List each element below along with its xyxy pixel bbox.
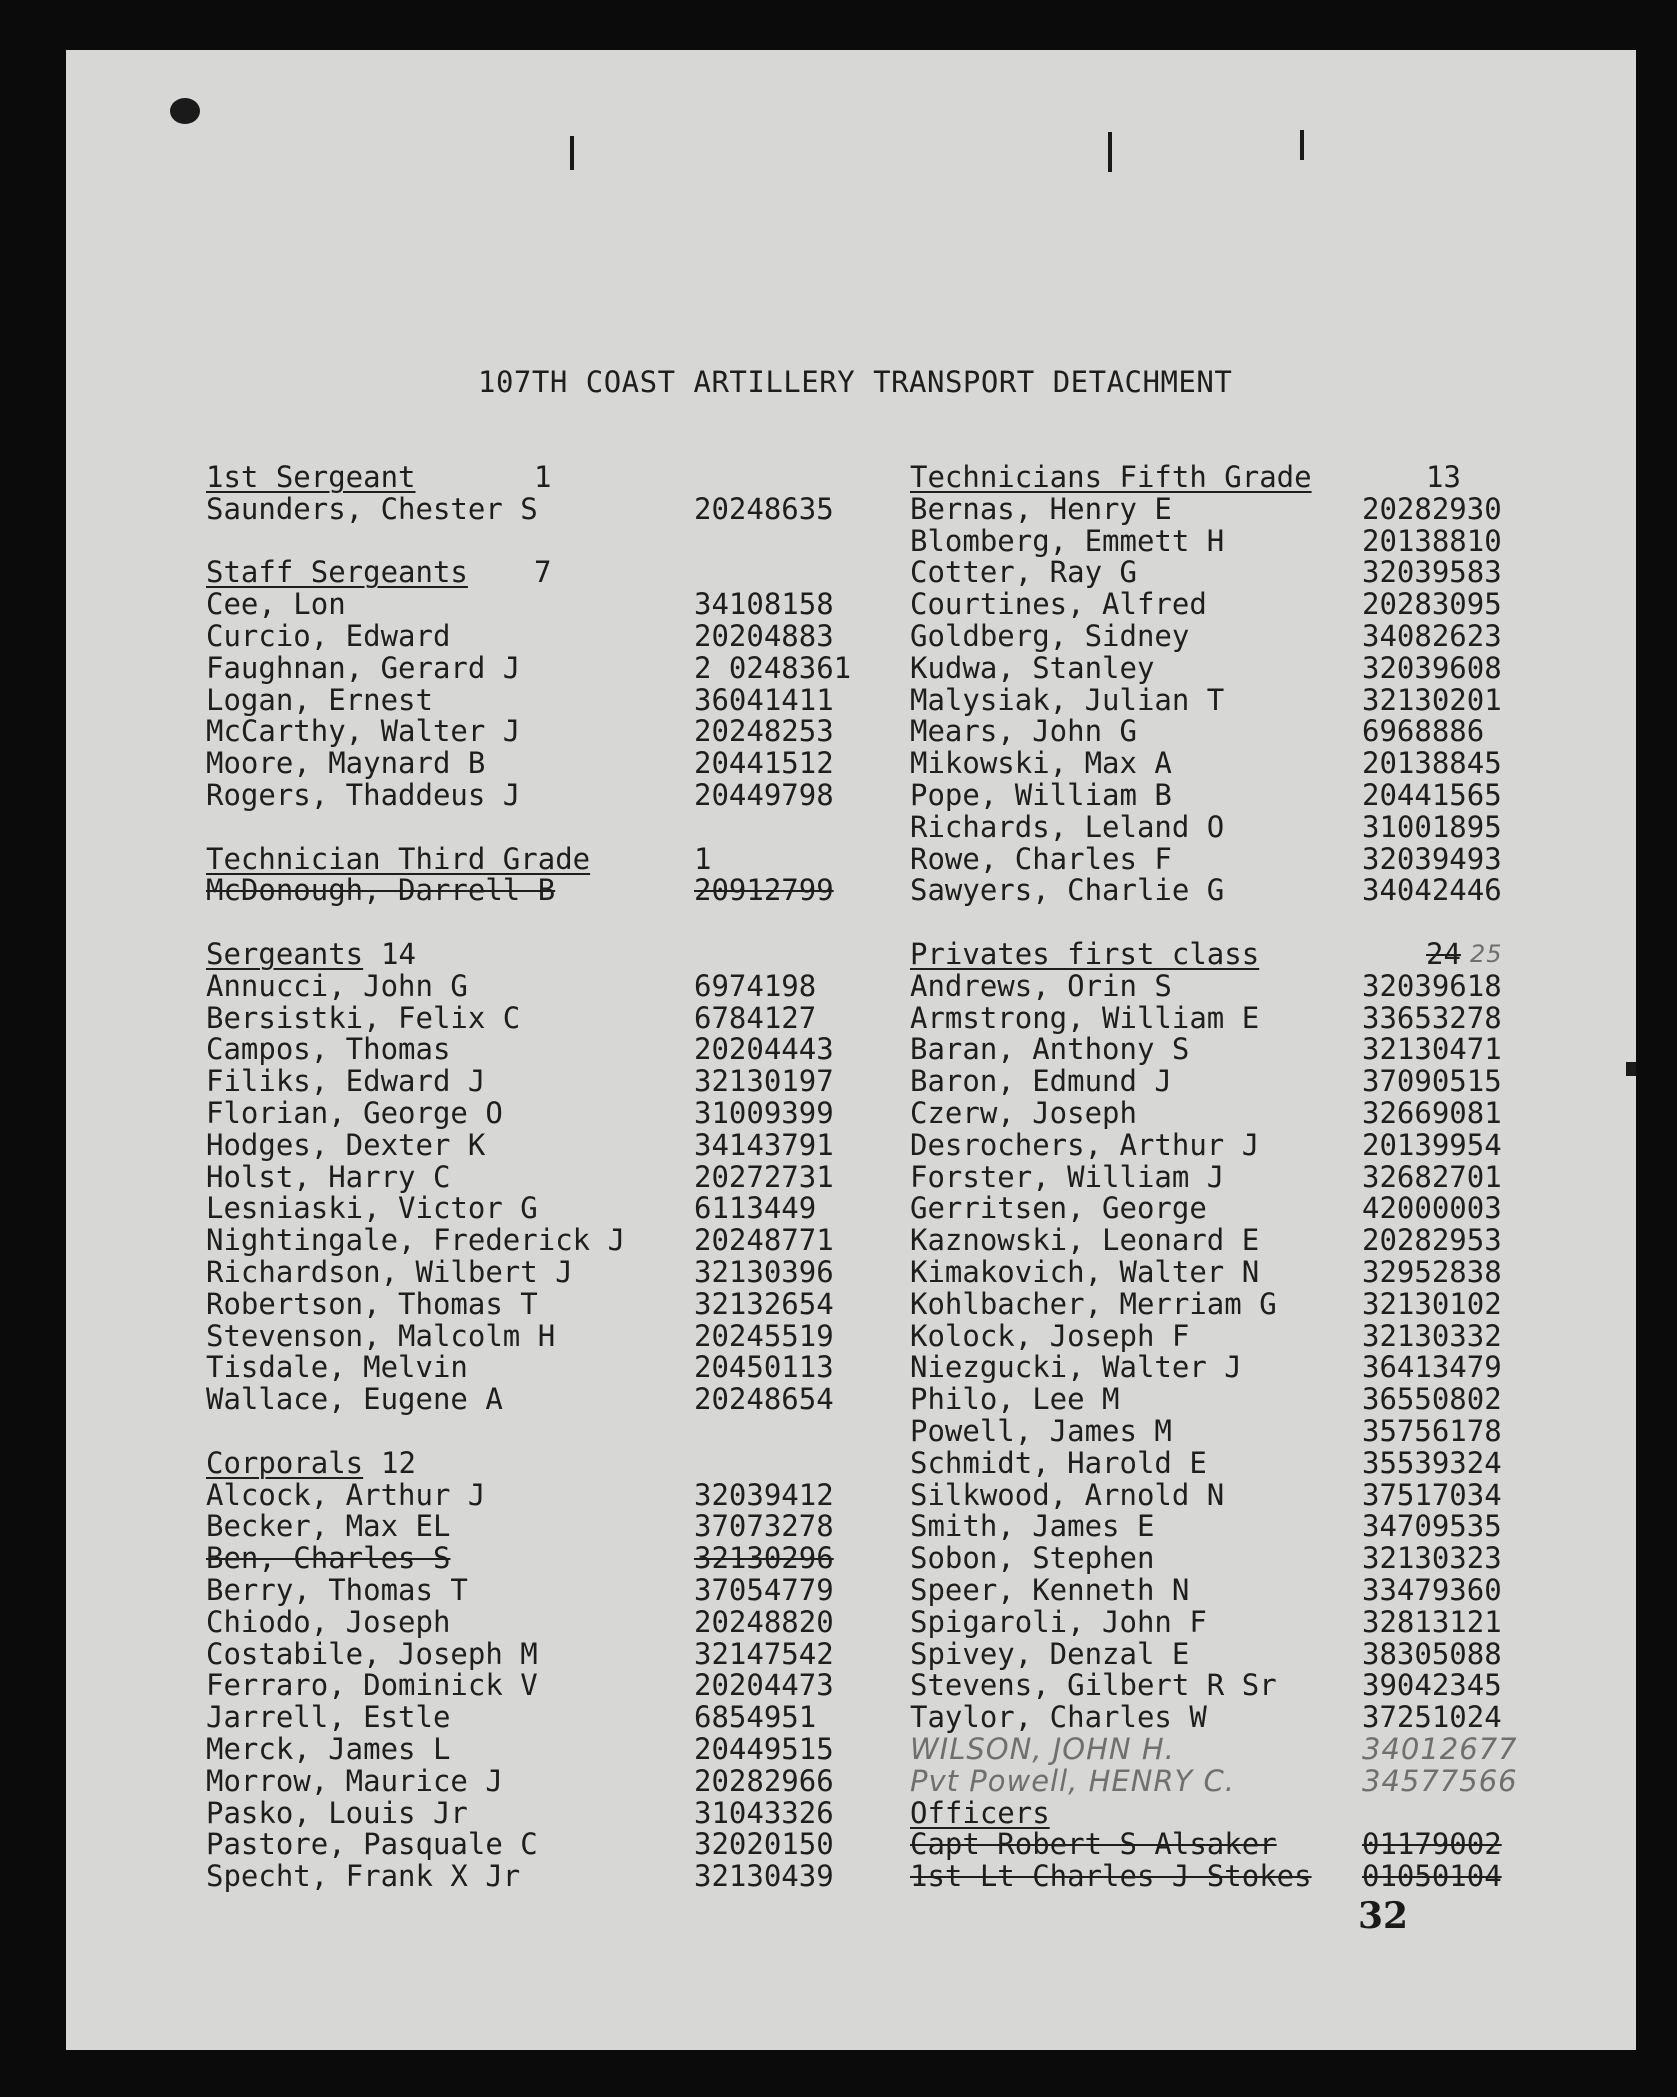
serial-number: 6974198 <box>694 968 817 1003</box>
section-count: 1 <box>694 841 712 876</box>
soldier-name: Nightingale, Frederick J <box>206 1223 626 1258</box>
serial-number: 20204443 <box>694 1032 834 1067</box>
serial-number: 34709535 <box>1362 1509 1502 1544</box>
serial-number: 32130332 <box>1362 1318 1502 1353</box>
soldier-name: Hodges, Dexter K <box>206 1127 486 1162</box>
serial-number: 20248635 <box>694 491 834 526</box>
serial-number: 39042345 <box>1362 1668 1502 1703</box>
serial-number: 20449798 <box>694 778 834 812</box>
soldier-name: Desrochers, Arthur J <box>910 1127 1260 1162</box>
soldier-name: Curcio, Edward <box>206 619 451 653</box>
serial-number: 31009399 <box>694 1096 834 1130</box>
soldier-name: Wallace, Eugene A <box>206 1382 503 1417</box>
serial-number: 32130296 <box>694 1541 834 1576</box>
soldier-name: Chiodo, Joseph <box>206 1604 451 1639</box>
section-count: 13 <box>1426 460 1461 494</box>
serial-number: 2 0248361 <box>694 650 852 685</box>
soldier-name: Kudwa, Stanley <box>910 650 1155 685</box>
serial-number: 33479360 <box>1362 1573 1502 1607</box>
document-title: 107TH COAST ARTILLERY TRANSPORT DETACHMENT <box>478 365 1233 399</box>
soldier-name: Silkwood, Arnold N <box>910 1477 1225 1512</box>
serial-number: 20138810 <box>1362 523 1502 558</box>
serial-number: 32039608 <box>1362 650 1502 685</box>
serial-number: 20441565 <box>1362 778 1502 812</box>
serial-number: 36413479 <box>1362 1350 1502 1385</box>
serial-number: 20248654 <box>694 1382 834 1417</box>
serial-number: 36041411 <box>694 682 834 717</box>
serial-number: 31001895 <box>1362 809 1502 844</box>
serial-number: 6854951 <box>694 1700 817 1735</box>
punch-mark <box>1300 130 1304 160</box>
punch-mark <box>570 136 574 170</box>
section-title: 1st Sergeant <box>206 460 416 494</box>
serial-number: 34082623 <box>1362 619 1502 653</box>
ink-blot <box>170 98 200 124</box>
soldier-name: Stevens, Gilbert R Sr <box>910 1668 1277 1703</box>
section-count: 7 <box>534 555 552 590</box>
soldier-name: Niezgucki, Walter J <box>910 1350 1242 1385</box>
soldier-name: Alcock, Arthur J <box>206 1477 486 1512</box>
soldier-name: Blomberg, Emmett H <box>910 523 1225 558</box>
serial-number: 20139954 <box>1362 1127 1502 1162</box>
soldier-name: Ferraro, Dominick V <box>206 1668 538 1703</box>
serial-number: 20283095 <box>1362 587 1502 622</box>
serial-number: 6784127 <box>694 1000 817 1035</box>
soldier-name: Bersistki, Felix C <box>206 1000 521 1035</box>
serial-number: 34577566 <box>1362 1763 1518 1798</box>
soldier-name: Capt Robert S Alsaker <box>910 1827 1277 1862</box>
soldier-name: Kolock, Joseph F <box>910 1318 1190 1353</box>
soldier-name: Kaznowski, Leonard E <box>910 1223 1260 1258</box>
soldier-name: Morrow, Maurice J <box>206 1763 503 1798</box>
serial-number: 20248771 <box>694 1223 834 1258</box>
section-title: Technicians Fifth Grade <box>910 460 1312 494</box>
serial-number: 32813121 <box>1362 1604 1502 1639</box>
serial-number: 32130197 <box>694 1064 834 1099</box>
soldier-name: Cee, Lon <box>206 587 346 622</box>
soldier-name: Annucci, John G <box>206 968 468 1003</box>
serial-number: 32952838 <box>1362 1255 1502 1289</box>
serial-number: 20138845 <box>1362 746 1502 781</box>
soldier-name: Malysiak, Julian T <box>910 682 1225 717</box>
soldier-name: Kohlbacher, Merriam G <box>910 1286 1277 1321</box>
page-notch <box>1626 1062 1636 1076</box>
soldier-name: Tisdale, Melvin <box>206 1350 468 1385</box>
soldier-name: Speer, Kenneth N <box>910 1573 1190 1607</box>
serial-number: 37090515 <box>1362 1064 1502 1099</box>
serial-number: 34042446 <box>1362 873 1502 908</box>
serial-number: 01050104 <box>1362 1859 1502 1894</box>
soldier-name: Bernas, Henry E <box>910 491 1172 526</box>
serial-number: 20282953 <box>1362 1223 1502 1258</box>
serial-number: 32130396 <box>694 1255 834 1289</box>
soldier-name: Taylor, Charles W <box>910 1700 1207 1735</box>
serial-number: 32020150 <box>694 1827 834 1862</box>
soldier-name: Pasko, Louis Jr <box>206 1795 468 1830</box>
serial-number: 32130323 <box>1362 1541 1502 1576</box>
serial-number: 20204473 <box>694 1668 834 1703</box>
serial-number: 6113449 <box>694 1191 817 1226</box>
soldier-name: Logan, Ernest <box>206 682 433 717</box>
punch-mark <box>1108 132 1112 172</box>
serial-number: 32132654 <box>694 1286 834 1321</box>
section-title: Sergeants <box>206 937 364 971</box>
soldier-name: Courtines, Alfred <box>910 587 1207 622</box>
serial-number: 32039583 <box>1362 555 1502 590</box>
soldier-name: Ben, Charles S <box>206 1541 451 1576</box>
serial-number: 01179002 <box>1362 1827 1502 1862</box>
soldier-name: 1st Lt Charles J Stokes <box>910 1859 1312 1894</box>
serial-number: 37517034 <box>1362 1477 1502 1512</box>
soldier-name: Pope, William B <box>910 778 1172 812</box>
serial-number: 34108158 <box>694 587 834 622</box>
soldier-name: Stevenson, Malcolm H <box>206 1318 556 1353</box>
serial-number: 20248820 <box>694 1604 834 1639</box>
serial-number: 6968886 <box>1362 714 1485 749</box>
soldier-name: Jarrell, Estle <box>206 1700 451 1735</box>
soldier-name: Rogers, Thaddeus J <box>206 778 521 812</box>
serial-number: 20450113 <box>694 1350 834 1385</box>
section-title: Privates first class <box>910 937 1260 971</box>
soldier-name: Richardson, Wilbert J <box>206 1255 573 1289</box>
soldier-name: Berry, Thomas T <box>206 1573 468 1607</box>
soldier-name: Pvt Powell, HENRY C. <box>910 1763 1235 1798</box>
soldier-name: Merck, James L <box>206 1732 451 1766</box>
section-title: Corporals <box>206 1445 364 1480</box>
soldier-name: Smith, James E <box>910 1509 1155 1544</box>
soldier-name: Saunders, Chester S <box>206 491 538 526</box>
section-count: 14 <box>381 937 416 971</box>
soldier-name: WILSON, JOHN H. <box>910 1732 1175 1766</box>
serial-number: 20245519 <box>694 1318 834 1353</box>
serial-number: 35539324 <box>1362 1445 1502 1480</box>
soldier-name: McDonough, Darrell B <box>206 873 556 908</box>
soldier-name: Mikowski, Max A <box>910 746 1172 781</box>
soldier-name: Richards, Leland O <box>910 809 1225 844</box>
soldier-name: Becker, Max EL <box>206 1509 451 1544</box>
serial-number: 34012677 <box>1362 1732 1518 1766</box>
soldier-name: Baron, Edmund J <box>910 1064 1172 1099</box>
soldier-name: Kimakovich, Walter N <box>910 1255 1260 1289</box>
serial-number: 20282966 <box>694 1763 834 1798</box>
soldier-name: Gerritsen, George <box>910 1191 1207 1226</box>
soldier-name: Sawyers, Charlie G <box>910 873 1225 908</box>
soldier-name: Costabile, Joseph M <box>206 1636 538 1671</box>
serial-number: 31043326 <box>694 1795 834 1830</box>
soldier-name: Campos, Thomas <box>206 1032 451 1067</box>
soldier-name: Spivey, Denzal E <box>910 1636 1190 1671</box>
serial-number: 37073278 <box>694 1509 834 1544</box>
soldier-name: Lesniaski, Victor G <box>206 1191 538 1226</box>
serial-number: 20204883 <box>694 619 834 653</box>
page-number: 32 <box>1358 1895 1409 1937</box>
handwritten-count: 25 <box>1470 940 1503 968</box>
serial-number: 42000003 <box>1362 1191 1502 1226</box>
section-title: Staff Sergeants <box>206 555 468 590</box>
soldier-name: Schmidt, Harold E <box>910 1445 1207 1480</box>
serial-number: 20282930 <box>1362 491 1502 526</box>
serial-number: 34143791 <box>694 1127 834 1162</box>
serial-number: 35756178 <box>1362 1414 1502 1448</box>
soldier-name: Pastore, Pasquale C <box>206 1827 538 1862</box>
section-title: Technician Third Grade <box>206 841 591 876</box>
serial-number: 36550802 <box>1362 1382 1502 1417</box>
serial-number: 20912799 <box>694 873 834 908</box>
soldier-name: Baran, Anthony S <box>910 1032 1190 1067</box>
soldier-name: Philo, Lee M <box>910 1382 1120 1417</box>
serial-number: 20248253 <box>694 714 834 749</box>
soldier-name: Czerw, Joseph <box>910 1096 1137 1130</box>
section-count: 12 <box>381 1445 416 1480</box>
soldier-name: Spigaroli, John F <box>910 1604 1207 1639</box>
soldier-name: Holst, Harry C <box>206 1159 451 1194</box>
section-count: 1 <box>534 460 552 494</box>
serial-number: 32039412 <box>694 1477 834 1512</box>
section-title: Officers <box>910 1795 1050 1830</box>
soldier-name: Florian, George O <box>206 1096 503 1130</box>
soldier-name: Cotter, Ray G <box>910 555 1137 590</box>
serial-number: 20449515 <box>694 1732 834 1766</box>
section-count: 24 <box>1426 937 1461 971</box>
serial-number: 32669081 <box>1362 1096 1502 1130</box>
serial-number: 33653278 <box>1362 1000 1502 1035</box>
serial-number: 32130439 <box>694 1859 834 1894</box>
soldier-name: Forster, William J <box>910 1159 1225 1194</box>
serial-number: 32039493 <box>1362 841 1502 876</box>
soldier-name: Faughnan, Gerard J <box>206 650 521 685</box>
soldier-name: McCarthy, Walter J <box>206 714 521 749</box>
serial-number: 32039618 <box>1362 968 1502 1003</box>
serial-number: 37251024 <box>1362 1700 1502 1735</box>
soldier-name: Specht, Frank X Jr <box>206 1859 521 1894</box>
soldier-name: Moore, Maynard B <box>206 746 486 781</box>
serial-number: 38305088 <box>1362 1636 1502 1671</box>
soldier-name: Mears, John G <box>910 714 1137 749</box>
serial-number: 20441512 <box>694 746 834 781</box>
soldier-name: Powell, James M <box>910 1414 1172 1448</box>
serial-number: 20272731 <box>694 1159 834 1194</box>
serial-number: 32682701 <box>1362 1159 1502 1194</box>
soldier-name: Rowe, Charles F <box>910 841 1172 876</box>
serial-number: 32130102 <box>1362 1286 1502 1321</box>
serial-number: 37054779 <box>694 1573 834 1607</box>
serial-number: 32130471 <box>1362 1032 1502 1067</box>
soldier-name: Sobon, Stephen <box>910 1541 1155 1576</box>
soldier-name: Filiks, Edward J <box>206 1064 486 1099</box>
soldier-name: Armstrong, William E <box>910 1000 1260 1035</box>
soldier-name: Robertson, Thomas T <box>206 1286 538 1321</box>
soldier-name: Goldberg, Sidney <box>910 619 1190 653</box>
serial-number: 32147542 <box>694 1636 834 1671</box>
soldier-name: Andrews, Orin S <box>910 968 1172 1003</box>
serial-number: 32130201 <box>1362 682 1502 717</box>
